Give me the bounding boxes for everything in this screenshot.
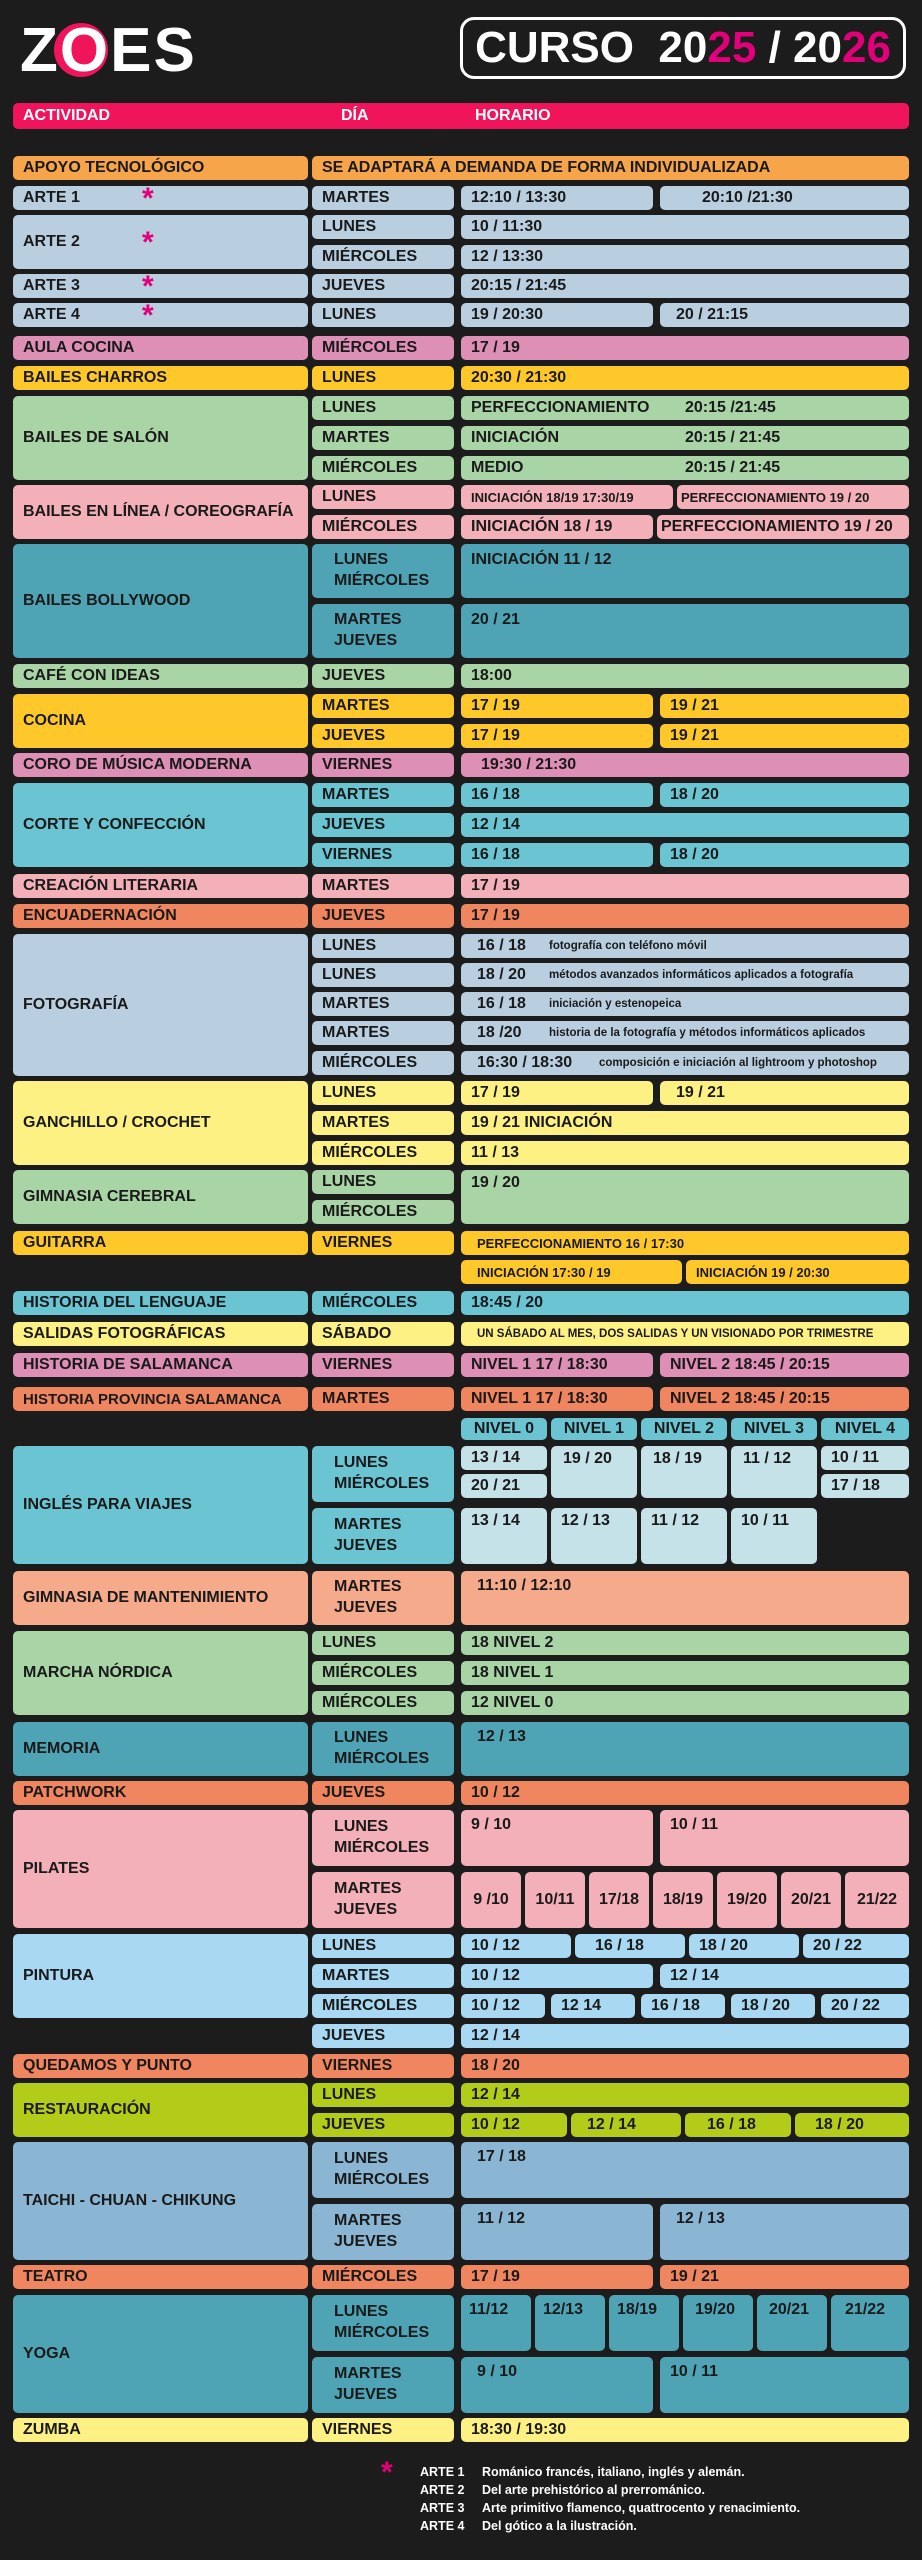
restauracion-day-1: LUNES [312,2083,454,2107]
activity-restauracion: RESTAURACIÓN [13,2083,308,2137]
pintura-mi-3: 16 / 18 [641,1994,725,2018]
gimnasia-mant-day-jueves: JUEVES [334,1599,398,1616]
corte-time-1b: 18 / 20 [660,783,909,807]
footnote-text: Arte primitivo flamenco, quattrocento y renacimiento. [482,2501,801,2515]
pintura-day-3: MIÉRCOLES [312,1994,454,2018]
footnote-label: ARTE 1 [420,2465,465,2479]
taichi-day-lunes: LUNES [334,2150,389,2168]
column-day: DÍA [341,107,369,124]
pilates-days-2 [312,1872,454,1928]
arte-3-day: JUEVES [312,274,454,298]
historia-provincia-day: MARTES [312,1387,454,1411]
footnote-label: ARTE 2 [420,2483,465,2497]
gimnasia-cerebral-day-2: MIÉRCOLES [312,1200,454,1224]
fotografia-note-5: composición e iniciación al lightroom y photoshop [599,1057,877,1069]
marcha-time-2: 18 NIVEL 1 [461,1661,909,1685]
corte-day-3: VIERNES [312,843,454,867]
corte-day-2: JUEVES [312,813,454,837]
bollywood-day-martes: MARTES [334,611,402,629]
pilates-time-mj-7: 21/22 [845,1872,909,1928]
yoga-day-jueves: JUEVES [334,2386,398,2403]
arte-1-time-1: 12:10 / 13:30 [461,186,653,210]
ingles-level-4: NIVEL 4 [821,1418,909,1440]
bailes-salon-day-1: LUNES [312,396,454,420]
restauracion-ju-3: 16 / 18 [685,2113,791,2137]
salidas-time: UN SÁBADO AL MES, DOS SALIDAS Y UN VISIONADO POR TRIMESTRE [461,1322,909,1346]
ingles-time-mj-n3: 10 / 11 [731,1508,817,1564]
ingles-level-0: NIVEL 0 [461,1418,547,1440]
ingles-time-n3: 11 / 12 [731,1446,817,1498]
marcha-time-3: 12 NIVEL 0 [461,1691,909,1715]
pilates-time-lm-1: 9 / 10 [461,1810,653,1866]
corte-time-1a: 16 / 18 [461,783,653,807]
fotografia-time-3 [461,992,909,1016]
bollywood-days-1 [312,544,454,598]
ingles-day-martes: MARTES [334,1516,402,1534]
footnote-label: ARTE 4 [420,2519,465,2533]
historia-lenguaje-time: 18:45 / 20 [461,1291,909,1315]
footnote-line [420,2517,800,2535]
yoga-mj-2: 10 / 11 [660,2357,909,2413]
pilates-time-mj-6: 20/21 [781,1872,841,1928]
gimnasia-mant-day-martes: MARTES [334,1578,402,1596]
guitarra-time-2a: INICIACIÓN 17:30 / 19 [461,1260,682,1284]
pintura-day-1: LUNES [312,1934,454,1958]
pilates-day-martes: MARTES [334,1880,402,1898]
ingles-time-n0-a: 13 / 14 [461,1446,547,1470]
ingles-time-mj-n2: 11 / 12 [641,1508,727,1564]
activity-creacion-literaria: CREACIÓN LITERARIA [13,874,308,898]
quedamos-day: VIERNES [312,2054,454,2078]
marcha-day-1: LUNES [312,1631,454,1655]
taichi-time-2a: 11 / 12 [461,2204,653,2260]
pintura-day-2: MARTES [312,1964,454,1988]
activity-pintura: PINTURA [13,1934,308,2018]
activity-aula-cocina: AULA COCINA [13,336,308,360]
asterisk-icon: * [142,270,154,303]
activity-pilates: PILATES [13,1810,308,1928]
creacion-day: MARTES [312,874,454,898]
ingles-time-n4-a: 10 / 11 [821,1446,909,1470]
fotografia-day-2: LUNES [312,963,454,987]
asterisk-icon: * [381,2456,393,2489]
bailes-linea-time-1a: INICIACIÓN 18/19 17:30/19 [461,485,673,509]
activity-encuadernacion: ENCUADERNACIÓN [13,904,308,928]
fotografia-day-4: MARTES [312,1021,454,1045]
encuadernacion-day: JUEVES [312,904,454,928]
pintura-ma-1: 10 / 12 [461,1964,653,1988]
pintura-lu-3: 18 / 20 [689,1934,799,1958]
fotografia-day-3: MARTES [312,992,454,1016]
arte-3-time: 20:15 / 21:45 [461,274,909,298]
bollywood-time-1: INICIACIÓN 11 / 12 [461,544,909,598]
activity-historia-salamanca: HISTORIA DE SALAMANCA [13,1353,308,1377]
arte-1-day: MARTES [312,186,454,210]
fotografia-day-1: LUNES [312,934,454,958]
bailes-salon-day-3: MIÉRCOLES [312,456,454,480]
taichi-time-2b: 12 / 13 [660,2204,909,2260]
activity-marcha-nordica: MARCHA NÓRDICA [13,1631,308,1715]
yoga-lm-4: 19/20 [683,2295,753,2351]
yoga-days-1 [312,2295,454,2351]
bailes-salon-hours-3: 20:15 / 21:45 [685,459,781,476]
arte-2-time-1: 10 / 11:30 [461,215,909,239]
yoga-lm-2: 12/13 [535,2295,605,2351]
ingles-time-n1: 19 / 20 [551,1446,637,1498]
aula-cocina-day: MIÉRCOLES [312,336,454,360]
bailes-salon-day-2: MARTES [312,426,454,450]
yoga-day-lunes: LUNES [334,2303,389,2321]
footnote-line [420,2499,800,2517]
pintura-ju: 12 / 14 [461,2024,909,2048]
yoga-lm-1: 11/12 [461,2295,531,2351]
activity-teatro: TEATRO [13,2265,308,2289]
memoria-day-lunes: LUNES [334,1729,389,1747]
bollywood-days-2 [312,604,454,658]
ganchillo-time-1b: 19 / 21 [660,1081,909,1105]
bailes-linea-time-2a: INICIACIÓN 18 / 19 [461,515,653,539]
activity-bailes-salon: BAILES DE SALÓN [13,396,308,480]
pilates-time-mj-5: 19/20 [717,1872,777,1928]
ingles-day-jueves: JUEVES [334,1537,398,1554]
activity-arte-1: ARTE 1 [13,186,308,210]
gimnasia-cerebral-day-1: LUNES [312,1170,454,1194]
pintura-day-4: JUEVES [312,2024,454,2048]
activity-cafe-ideas: CAFÉ CON IDEAS [13,664,308,688]
column-time: HORARIO [475,107,551,124]
activity-bailes-bollywood: BAILES BOLLYWOOD [13,544,308,658]
footnote-line [420,2481,800,2499]
fotografia-time-4 [461,1021,909,1045]
activity-guitarra: GUITARRA [13,1231,308,1255]
pilates-day-miercoles: MIÉRCOLES [334,1839,430,1856]
encuadernacion-time: 17 / 19 [461,904,909,928]
coro-day: VIERNES [312,753,454,777]
gimnasia-cerebral-time: 19 / 20 [461,1170,909,1224]
ganchillo-day-2: MARTES [312,1111,454,1135]
arte-2-day-1: LUNES [312,215,454,239]
creacion-time: 17 / 19 [461,874,909,898]
apoyo-note: SE ADAPTARÁ A DEMANDA DE FORMA INDIVIDUALIZADA [312,156,909,180]
taichi-time-1: 17 / 18 [461,2142,909,2198]
pilates-time-lm-2: 10 / 11 [660,1810,909,1866]
activity-zumba: ZUMBA [13,2418,308,2442]
restauracion-ju-1: 10 / 12 [461,2113,567,2137]
yoga-lm-3: 18/19 [609,2295,679,2351]
bailes-salon-level-3: MEDIO [471,459,524,476]
taichi-day-martes: MARTES [334,2212,402,2230]
arte-2-day-2: MIÉRCOLES [312,245,454,269]
bailes-salon-time-1 [461,396,909,420]
ingles-level-2: NIVEL 2 [641,1418,727,1440]
ganchillo-day-1: LUNES [312,1081,454,1105]
fotografia-time-1 [461,934,909,958]
bailes-linea-time-2b: PERFECCIONAMIENTO 19 / 20 [657,515,909,539]
arte-4-time-2: 20 / 21:15 [660,303,909,327]
pintura-mi-2: 12 14 [551,1994,635,2018]
historia-salamanca-time-2: NIVEL 2 18:45 / 20:15 [660,1353,909,1377]
guitarra-time-1: PERFECCIONAMIENTO 16 / 17:30 [461,1231,909,1255]
ganchillo-time-2: 19 / 21 INICIACIÓN [461,1111,909,1135]
teatro-time-2: 19 / 21 [660,2265,909,2289]
bailes-salon-level-1: PERFECCIONAMIENTO [471,399,650,416]
patchwork-time: 10 / 12 [461,1781,909,1805]
footnote-label: ARTE 3 [420,2501,465,2515]
fotografia-hours-4: 18 /20 [477,1024,522,1041]
corte-time-3b: 18 / 20 [660,843,909,867]
cocina-time-2a: 17 / 19 [461,724,653,748]
pilates-days-1 [312,1810,454,1866]
memoria-day-miercoles: MIÉRCOLES [334,1750,430,1767]
marcha-day-2: MIÉRCOLES [312,1661,454,1685]
column-header-bar [13,103,909,129]
yoga-days-2 [312,2357,454,2413]
yoga-lm-6: 21/22 [831,2295,909,2351]
ingles-time-n2: 18 / 19 [641,1446,727,1498]
cocina-time-2b: 19 / 21 [660,724,909,748]
patchwork-day: JUEVES [312,1781,454,1805]
arte-4-day: LUNES [312,303,454,327]
footnote [420,2463,800,2535]
corte-time-2: 12 / 14 [461,813,909,837]
yoga-mj-1: 9 / 10 [461,2357,653,2413]
bailes-salon-hours-2: 20:15 / 21:45 [685,429,781,446]
fotografia-note-4: historia de la fotografía y métodos informáticos aplicados [549,1027,866,1039]
taichi-days-1 [312,2142,454,2198]
ingles-level-1: NIVEL 1 [551,1418,637,1440]
year-start-a: 20 [658,23,708,72]
pintura-mi-4: 18 / 20 [731,1994,815,2018]
footnote-line [420,2463,800,2481]
coro-time: 19:30 / 21:30 [461,753,909,777]
activity-salidas-fotograficas: SALIDAS FOTOGRÁFICAS [13,1322,308,1346]
asterisk-icon: * [142,182,154,215]
taichi-day-miercoles: MIÉRCOLES [334,2171,430,2188]
teatro-time-1: 17 / 19 [461,2265,653,2289]
yoga-day-martes: MARTES [334,2365,402,2383]
arte-2-time-2: 12 / 13:30 [461,245,909,269]
cocina-day-1: MARTES [312,694,454,718]
ingles-time-n4-b: 17 / 18 [821,1474,909,1498]
marcha-day-3: MIÉRCOLES [312,1691,454,1715]
fotografia-note-2: métodos avanzados informáticos aplicados a fotografía [549,969,854,981]
asterisk-icon: * [142,226,154,259]
guitarra-time-2b: INICIACIÓN 19 / 20:30 [686,1260,909,1284]
restauracion-ju-4: 18 / 20 [795,2113,909,2137]
activity-arte-4: ARTE 4 [13,303,308,327]
memoria-days [312,1722,454,1776]
gimnasia-mant-time: 11:10 / 12:10 [461,1571,909,1625]
bailes-linea-day-1: LUNES [312,485,454,509]
pilates-time-mj-1: 9 /10 [461,1872,521,1928]
ingles-days-2 [312,1508,454,1564]
salidas-day: SÁBADO [312,1322,454,1346]
restauracion-ju-2: 12 / 14 [571,2113,681,2137]
fotografia-hours-5: 16:30 / 18:30 [477,1054,573,1071]
footnote-text: Románico francés, italiano, inglés y alemán. [482,2465,745,2479]
historia-provincia-time-1: NIVEL 1 17 / 18:30 [461,1387,653,1411]
bailes-linea-day-2: MIÉRCOLES [312,515,454,539]
year-end-a: 20 [793,23,842,72]
activity-cocina: COCINA [13,694,308,748]
pintura-lu-1: 10 / 12 [461,1934,571,1958]
bollywood-time-2: 20 / 21 [461,604,909,658]
historia-lenguaje-day: MIÉRCOLES [312,1291,454,1315]
taichi-day-jueves: JUEVES [334,2233,398,2250]
restauracion-day-2: JUEVES [312,2113,454,2137]
historia-salamanca-time-1: NIVEL 1 17 / 18:30 [461,1353,653,1377]
activity-historia-provincia: HISTORIA PROVINCIA SALAMANCA [13,1387,308,1411]
activity-arte-2: ARTE 2 [13,215,308,269]
ingles-time-mj-n0: 13 / 14 [461,1508,547,1564]
activity-fotografia: FOTOGRAFÍA [13,934,308,1076]
fotografia-day-5: MIÉRCOLES [312,1051,454,1075]
fotografia-note-1: fotografía con teléfono móvil [549,940,707,952]
yoga-lm-5: 20/21 [757,2295,827,2351]
activity-arte-3: ARTE 3 [13,274,308,298]
activity-gimnasia-mantenimiento: GIMNASIA DE MANTENIMIENTO [13,1571,308,1625]
fotografia-time-5 [461,1051,909,1075]
arte-1-time-2: 20:10 /21:30 [660,186,909,210]
ganchillo-time-3: 11 / 13 [461,1141,909,1165]
course-title-label: CURSO [475,23,634,72]
gimnasia-mant-days [312,1571,454,1625]
course-title-box [460,17,906,79]
bailes-salon-time-2 [461,426,909,450]
activity-ganchillo: GANCHILLO / CROCHET [13,1081,308,1165]
bollywood-day-lunes: LUNES [334,551,389,569]
fotografia-time-2 [461,963,909,987]
bailes-linea-time-1b: PERFECCIONAMIENTO 19 / 20 [677,485,909,509]
bollywood-day-jueves: JUEVES [334,632,398,649]
bailes-charros-time: 20:30 / 21:30 [461,366,909,390]
logo [20,17,200,83]
fotografia-hours-1: 16 / 18 [477,937,526,954]
restauracion-time-1: 12 / 14 [461,2083,909,2107]
corte-day-1: MARTES [312,783,454,807]
teatro-day: MIÉRCOLES [312,2265,454,2289]
corte-time-3a: 16 / 18 [461,843,653,867]
zumba-time: 18:30 / 19:30 [461,2418,909,2442]
pintura-mi-5: 20 / 22 [821,1994,909,2018]
activity-quedamos-punto: QUEDAMOS Y PUNTO [13,2054,308,2078]
footnote-text: Del arte prehistórico al prerrománico. [482,2483,705,2497]
ganchillo-day-3: MIÉRCOLES [312,1141,454,1165]
fotografia-hours-2: 18 / 20 [477,966,526,983]
pilates-time-mj-4: 18/19 [653,1872,713,1928]
quedamos-time: 18 / 20 [461,2054,909,2078]
activity-corte-confeccion: CORTE Y CONFECCIÓN [13,783,308,867]
ganchillo-time-1a: 17 / 19 [461,1081,653,1105]
ingles-time-mj-n1: 12 / 13 [551,1508,637,1564]
memoria-time: 12 / 13 [461,1722,909,1776]
activity-gimnasia-cerebral: GIMNASIA CEREBRAL [13,1170,308,1224]
marcha-time-1: 18 NIVEL 2 [461,1631,909,1655]
bailes-salon-time-3 [461,456,909,480]
bollywood-day-miercoles: MIÉRCOLES [334,572,430,589]
pilates-day-lunes: LUNES [334,1818,389,1836]
pilates-time-mj-3: 17/18 [589,1872,649,1928]
ingles-day-miercoles: MIÉRCOLES [334,1475,430,1492]
ingles-day-lunes: LUNES [334,1454,389,1472]
activity-bailes-linea: BAILES EN LÍNEA / COREOGRAFÍA [13,485,308,539]
activity-apoyo: APOYO TECNOLÓGICO [13,156,308,180]
ingles-level-3: NIVEL 3 [731,1418,817,1440]
activity-yoga: YOGA [13,2295,308,2413]
activity-historia-lenguaje: HISTORIA DEL LENGUAJE [13,1291,308,1315]
activity-patchwork: PATCHWORK [13,1781,308,1805]
ingles-days-1 [312,1446,454,1502]
cocina-day-2: JUEVES [312,724,454,748]
ingles-time-n0-b: 20 / 21 [461,1474,547,1498]
pintura-lu-4: 20 / 22 [803,1934,909,1958]
cocina-time-1a: 17 / 19 [461,694,653,718]
year-separator: / [768,23,781,72]
column-activity: ACTIVIDAD [23,107,111,124]
pintura-mi-1: 10 / 12 [461,1994,545,2018]
bailes-salon-level-2: INICIACIÓN [471,429,559,446]
cocina-time-1b: 19 / 21 [660,694,909,718]
pilates-day-jueves: JUEVES [334,1901,398,1918]
year-start-b: 25 [707,23,757,72]
bailes-charros-day: LUNES [312,366,454,390]
pilates-time-mj-2: 10/11 [525,1872,585,1928]
bailes-salon-hours-1: 20:15 /21:45 [685,399,776,416]
footnote-text: Del gótico a la ilustración. [482,2519,637,2533]
cafe-ideas-day: JUEVES [312,664,454,688]
activity-taichi: TAICHI - CHUAN - CHIKUNG [13,2142,308,2260]
activity-coro: CORO DE MÚSICA MODERNA [13,753,308,777]
taichi-days-2 [312,2204,454,2260]
fotografia-hours-3: 16 / 18 [477,995,526,1012]
pintura-ma-2: 12 / 14 [660,1964,909,1988]
activity-ingles: INGLÉS PARA VIAJES [13,1446,308,1564]
arte-4-time-1: 19 / 20:30 [461,303,653,327]
guitarra-day: VIERNES [312,1231,454,1255]
historia-salamanca-day: VIERNES [312,1353,454,1377]
yoga-day-miercoles: MIÉRCOLES [334,2324,430,2341]
zumba-day: VIERNES [312,2418,454,2442]
pintura-lu-2: 16 / 18 [575,1934,685,1958]
cafe-ideas-time: 18:00 [461,664,909,688]
historia-provincia-time-2: NIVEL 2 18:45 / 20:15 [660,1387,909,1411]
activity-bailes-charros: BAILES CHARROS [13,366,308,390]
aula-cocina-time: 17 / 19 [461,336,909,360]
activity-memoria: MEMORIA [13,1722,308,1776]
fotografia-note-3: iniciación y estenopeica [549,998,682,1010]
asterisk-icon: * [142,299,154,332]
year-end-b: 26 [841,23,891,72]
logo-text: ZOES [20,16,197,85]
